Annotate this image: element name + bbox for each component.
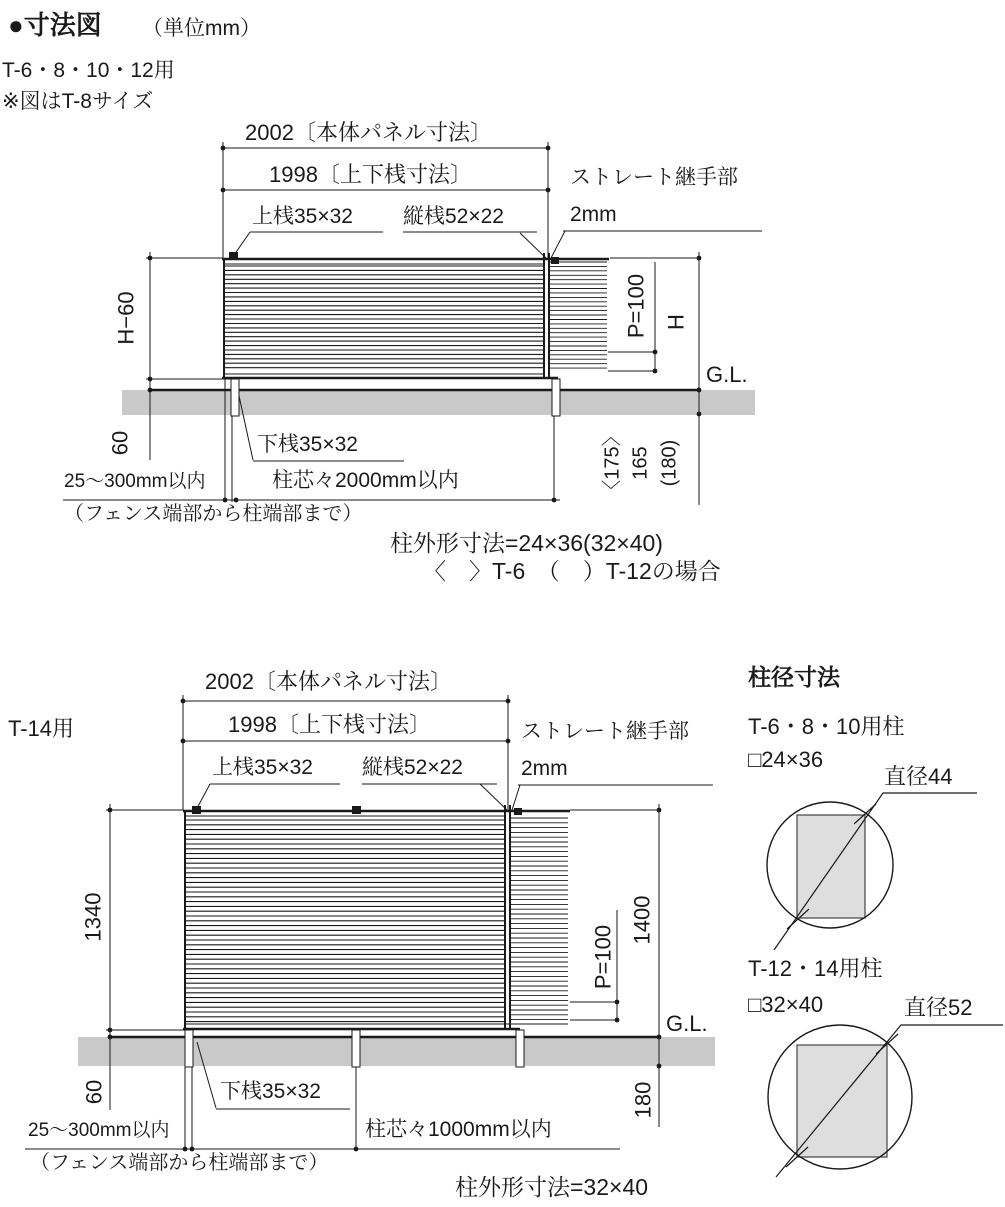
d1-edge-offset-dim: 25〜300mm以内 [64, 471, 206, 492]
d2-ground-level-label: G.L. [666, 1011, 708, 1036]
d1-vertical-rail-label: 縦桟52×22 [403, 205, 504, 228]
d2-top-rail-label: 上桟35×32 [212, 756, 313, 779]
louver-slats-2-extension [511, 818, 568, 1020]
d1-post-spacing-dim: 柱芯々2000mm以内 [272, 469, 459, 492]
d2-rail-dim-label: 1998〔上下桟寸法〕 [228, 712, 431, 737]
page-title: ●寸法図 [8, 10, 102, 40]
post1-label: T-6・8・10用柱 [748, 714, 905, 739]
d2-model-label: T-14用 [8, 716, 75, 741]
d1-clearance-dim: 60 [107, 430, 133, 456]
d2-total-height-dim: 1400 [629, 895, 655, 945]
d1-post-outer-note: 〈 〉T-6 （ ）T-12の場合 [423, 558, 721, 584]
d2-vertical-rail-label: 縦桟52×22 [362, 756, 463, 779]
d1-height-dim: H [663, 314, 689, 330]
d1-top-rail-label: 上桟35×32 [252, 205, 353, 228]
post2-diameter: 直径52 [904, 995, 973, 1020]
d2-bottom-rail-label: 下桟35×32 [220, 1080, 321, 1103]
d1-embed-dim: 165 [629, 446, 652, 480]
louver-slats-1-extension [550, 262, 607, 368]
d1-post-outer-dim: 柱外形寸法=24×36(32×40) [390, 530, 663, 556]
d2-joint-label: ストレート継手部 [521, 720, 689, 743]
ground-band-2 [78, 1037, 715, 1066]
d1-ground-level-label: G.L. [706, 362, 748, 387]
d1-embed-t6-dim: 〈175〉 [601, 426, 624, 500]
model-range-label: T-6・8・10・12用 [2, 59, 175, 82]
d2-clearance-dim: 60 [81, 1079, 107, 1105]
d2-joint-gap-label: 2mm [521, 757, 568, 780]
louver-slats-2 [186, 820, 504, 1022]
ground-band-1 [122, 390, 755, 415]
post-detail-1 [767, 793, 977, 950]
post2-size: □32×40 [748, 992, 824, 1017]
d1-joint-gap-label: 2mm [570, 203, 617, 226]
d2-embed-dim: 180 [630, 1081, 656, 1119]
d1-embed-t12-dim: (180) [658, 439, 681, 487]
d2-panel-height-dim: 1340 [80, 892, 106, 942]
d1-joint-label: ストレート継手部 [570, 166, 738, 189]
d1-bottom-rail-label: 下桟35×32 [257, 433, 358, 456]
d2-pitch-dim: P=100 [590, 924, 616, 990]
d1-height-minus-dim: H−60 [113, 291, 139, 345]
post-detail-heading: 柱径寸法 [748, 664, 840, 690]
d1-panel-dim-label: 2002〔本体パネル寸法〕 [245, 120, 492, 145]
post1-size: □24×36 [748, 747, 824, 772]
d2-post-outer-dim: 柱外形寸法=32×40 [455, 1174, 649, 1200]
size-note: ※図はT-8サイズ [2, 90, 154, 113]
d2-edge-offset-note: （フェンス端部から柱端部まで） [30, 1152, 329, 1174]
post-detail-2 [768, 1025, 1003, 1177]
d1-edge-offset-note: （フェンス端部から柱端部まで） [64, 503, 363, 525]
post1-diameter: 直径44 [884, 764, 953, 789]
d2-post-spacing-dim: 柱芯々1000mm以内 [365, 1118, 552, 1141]
d2-edge-offset-dim: 25〜300mm以内 [28, 1120, 170, 1141]
d1-pitch-dim: P=100 [623, 273, 649, 339]
louver-slats-1 [225, 266, 543, 368]
unit-note: （単位mm） [142, 17, 261, 40]
d1-rail-dim-label: 1998〔上下桟寸法〕 [269, 162, 472, 187]
d2-panel-dim-label: 2002〔本体パネル寸法〕 [205, 669, 452, 694]
post2-label: T-12・14用柱 [748, 956, 883, 981]
